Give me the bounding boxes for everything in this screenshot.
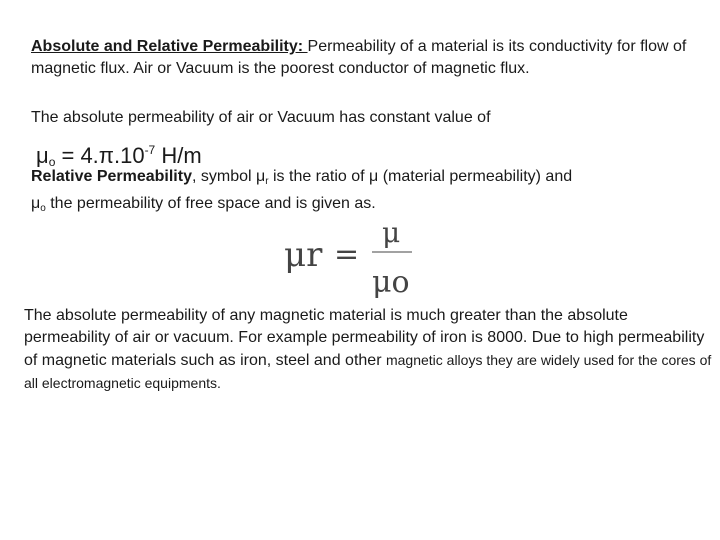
- intro-text: Permeability of a material is its conductivity for flow of magnetic flux. Air or Vacuum is the poorest conductor of magnetic flux.: [31, 38, 687, 77]
- relative-permeability-paragraph: [31, 166, 720, 220]
- closing-paragraph: [24, 305, 714, 395]
- mu-symbol: μ: [36, 143, 49, 168]
- relative-text-1: , symbol μ: [191, 168, 266, 185]
- relative-heading: Relative Permeability: [31, 168, 192, 185]
- closing-small-text: magnetic alloys they are widely used for the cores of all electromagnetic equipments.: [24, 352, 712, 391]
- absolute-permeability-line: The absolute permeability of air or Vacuum has constant value of: [31, 109, 491, 126]
- relative-sub-r: r: [265, 176, 269, 187]
- fraction-svg: [282, 220, 422, 300]
- fraction-denominator: μo: [372, 265, 410, 300]
- mu-subscript: o: [48, 155, 56, 169]
- relative-sub-o: o: [40, 203, 46, 214]
- mu0-exponent: -7: [144, 143, 156, 157]
- intro-paragraph: [31, 36, 720, 80]
- fraction-equals: =: [334, 237, 360, 272]
- intro-heading: Absolute and Relative Permeability:: [31, 38, 308, 55]
- fraction-numerator: μ: [382, 220, 401, 249]
- relative-text-3: μ: [31, 195, 41, 212]
- relative-text-2: is the ratio of μ (material permeability) and: [268, 168, 573, 185]
- relative-permeability-formula: [282, 220, 422, 300]
- relative-text-4: the permeability of free space and is given as.: [45, 195, 376, 212]
- closing-text: The absolute permeability of any magnetic material is much greater than the absolute permeability of air or vacuum. For example permeability of iron is 8000. Due to high permeability of magnetic materials such as iron, steel and other: [24, 307, 705, 369]
- fraction-lhs: μr: [284, 235, 323, 275]
- mu0-unit: H/m: [155, 143, 202, 168]
- mu0-value: = 4.π.10: [55, 143, 145, 168]
